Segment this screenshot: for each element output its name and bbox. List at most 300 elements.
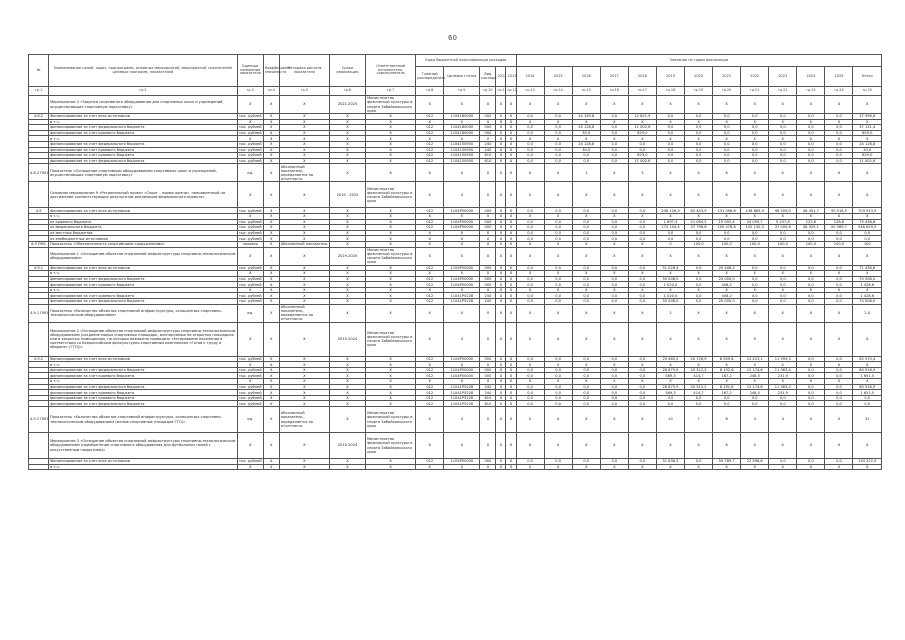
- cell-y1: X: [496, 158, 506, 164]
- cell-unit: тыс. рублей: [238, 114, 262, 119]
- cell-year-value: X: [656, 379, 684, 385]
- cell-target: X: [444, 241, 480, 247]
- cell-year-value: 0,0: [797, 356, 825, 362]
- cell-total: 100: [853, 241, 882, 247]
- column-number-cell: гр.1: [29, 87, 49, 96]
- cell-coef: X: [263, 276, 279, 282]
- cell-unit: X: [237, 182, 263, 208]
- cell-year-value: X: [516, 271, 544, 277]
- cell-year-value: X: [769, 182, 797, 208]
- cell-year-value: 0,0: [825, 147, 853, 153]
- cell-admin: 012: [416, 373, 444, 379]
- cell-year-value: X: [656, 213, 684, 219]
- cell-target: 11041P5228: [444, 395, 480, 401]
- cell-y1: X: [496, 276, 506, 282]
- cell-unit: тыс. рублей: [238, 159, 262, 164]
- cell-year-value: 10: [656, 407, 684, 433]
- cell-coef: X: [263, 407, 279, 433]
- cell-year-value: 589,3: [656, 390, 684, 396]
- cell-vr: X: [480, 362, 496, 368]
- cell-name: Мероприятие 2 «Оснащение объектов спортивной инфраструктуры спортивно-технологическим оборудованием (создание малых спортивных площадок, монтируемых на открытых площадках или в закрытых помещениях, на которых возможно проводить тестирование населения в соответствии со Всероссийским физкультурно-спортивным комплексом «Готов к труду и обороне» (ГТО))»: [49, 322, 238, 356]
- cell-term: X: [329, 164, 365, 182]
- cell-y2: X: [506, 164, 516, 182]
- column-number-cell: гр.23: [797, 87, 825, 96]
- cell-coef: X: [263, 265, 279, 271]
- cell-year-value: 0,0: [741, 395, 769, 401]
- cell-year-value: 20 408,2: [713, 265, 741, 271]
- column-number-cell: гр.24: [825, 87, 853, 96]
- cell-y2: X: [506, 373, 516, 379]
- cell-year-value: X: [769, 213, 797, 219]
- cell-year-value: X: [769, 247, 797, 265]
- cell-year-value: 1 697,3: [656, 219, 684, 225]
- cell-year-value: 0,0: [572, 225, 600, 231]
- cell-vr: 000: [480, 367, 496, 373]
- cell-coef: X: [263, 379, 279, 385]
- cell-resp: X: [366, 153, 416, 159]
- cell-year-value: 0,0: [516, 141, 544, 147]
- cell-year-value: 46 509,0: [769, 208, 797, 214]
- cell-year-value: 0,0: [825, 125, 853, 131]
- cell-year-value: X: [628, 407, 656, 433]
- cell-year-value: 0,0: [600, 158, 628, 164]
- cell-year-value: X: [516, 96, 544, 114]
- cell-year-value: 0,0: [656, 153, 684, 159]
- cell-year-value: X: [600, 379, 628, 385]
- cell-year-value: X: [685, 271, 713, 277]
- cell-year-value: 0,0: [544, 158, 572, 164]
- cell-total: 0,0: [853, 401, 882, 407]
- cell-year-value: X: [628, 362, 656, 368]
- header-total: Итого: [853, 67, 882, 87]
- cell-total: X: [853, 96, 882, 114]
- cell-method: X: [279, 433, 329, 459]
- cell-year-value: 167,2: [713, 390, 741, 396]
- cell-y2: X: [506, 362, 516, 368]
- cell-year-value: 0,0: [572, 395, 600, 401]
- cell-unit: тыс. рублей: [238, 131, 262, 136]
- cell-year-value: 0,0: [797, 384, 825, 390]
- cell-year-value: 231,9: [769, 390, 797, 396]
- cell-year-value: 0,0: [544, 395, 572, 401]
- cell-year-value: 0,0: [825, 114, 853, 120]
- column-number-cell: гр.19: [685, 87, 713, 96]
- cell-target: X: [444, 287, 480, 293]
- cell-year-value: X: [572, 379, 600, 385]
- cell-year-value: 0,0: [628, 276, 656, 282]
- cell-year-value: 0,0: [628, 373, 656, 379]
- cell-year-value: X: [685, 164, 713, 182]
- cell-year-value: 0,0: [797, 282, 825, 288]
- cell-y1: X: [496, 96, 506, 114]
- cell-year-value: 100 078,8: [713, 225, 741, 231]
- cell-year-value: 12 174,6: [741, 367, 769, 373]
- cell-coef: X: [263, 208, 279, 214]
- cell-method: X: [279, 136, 329, 142]
- cell-year-value: 0,0: [516, 125, 544, 131]
- cell-year-value: X: [769, 164, 797, 182]
- cell-y1: X: [496, 407, 506, 433]
- cell-year-value: 0,0: [741, 153, 769, 159]
- cell-target: 1104P50000: [444, 459, 480, 465]
- cell-term: X: [329, 407, 365, 433]
- cell-year-value: 408,2: [713, 282, 741, 288]
- cell-year-value: X: [741, 119, 769, 125]
- cell-coef: X: [263, 322, 279, 356]
- cell-total: X: [853, 213, 882, 219]
- cell-year-value: X: [600, 213, 628, 219]
- cell-y2: X: [506, 356, 516, 362]
- cell-coef: X: [263, 130, 279, 136]
- cell-vr: 610: [480, 153, 496, 159]
- cell-method: X: [279, 379, 329, 385]
- program-table: [28, 54, 882, 470]
- cell-year-value: X: [769, 304, 797, 322]
- cell-no: [29, 464, 49, 470]
- column-number-cell: гр.8: [416, 87, 444, 96]
- cell-y1: X: [496, 271, 506, 277]
- header-year: 2020: [685, 67, 713, 87]
- cell-method: X: [279, 384, 329, 390]
- cell-coef: X: [263, 356, 279, 362]
- cell-year-value: 0,0: [741, 114, 769, 120]
- cell-year-value: 9 237,8: [769, 219, 797, 225]
- cell-year-value: 0,0: [713, 125, 741, 131]
- cell-admin: X: [416, 119, 444, 125]
- cell-year-value: 0,0: [825, 395, 853, 401]
- header-year: 2015: [544, 67, 572, 87]
- cell-year-value: X: [516, 407, 544, 433]
- cell-year-value: X: [544, 182, 572, 208]
- cell-year-value: X: [628, 119, 656, 125]
- cell-year-value: 0,0: [769, 299, 797, 305]
- cell-year-value: X: [825, 322, 853, 356]
- cell-year-value: X: [572, 433, 600, 459]
- cell-no: 4.8.2 ПМ1: [29, 164, 49, 182]
- cell-year-value: 0,0: [572, 390, 600, 396]
- cell-year-value: 2: [656, 304, 684, 322]
- cell-year-value: 0,0: [769, 459, 797, 465]
- cell-admin: X: [416, 182, 444, 208]
- cell-unit: ед.: [237, 304, 263, 322]
- cell-vr: X: [480, 464, 496, 470]
- cell-y2: X: [506, 271, 516, 277]
- cell-vr: 240: [480, 293, 496, 299]
- cell-resp: X: [366, 130, 416, 136]
- column-number-cell: гр.17: [628, 87, 656, 96]
- cell-y1: X: [496, 164, 506, 182]
- cell-vr: 610: [480, 401, 496, 407]
- cell-year-value: X: [516, 433, 544, 459]
- cell-unit: тыс. рублей: [238, 293, 262, 298]
- cell-target: 1104180000: [444, 114, 480, 120]
- cell-year-value: 589,3: [656, 373, 684, 379]
- cell-y1: X: [496, 293, 506, 299]
- cell-vr: X: [480, 164, 496, 182]
- cell-resp: X: [366, 362, 416, 368]
- cell-year-value: 11 363,4: [769, 384, 797, 390]
- cell-term: X: [329, 265, 365, 271]
- cell-year-value: X: [713, 182, 741, 208]
- cell-year-value: X: [516, 182, 544, 208]
- cell-year-value: X: [544, 164, 572, 182]
- column-number-cell: гр.25: [853, 87, 882, 96]
- cell-term: 2021-2025: [329, 96, 365, 114]
- cell-year-value: X: [600, 164, 628, 182]
- cell-total: X: [853, 164, 882, 182]
- cell-total: 80 918,9: [853, 384, 882, 390]
- cell-term: X: [329, 119, 365, 125]
- cell-y2: X: [506, 136, 516, 142]
- cell-year-value: 0,0: [797, 130, 825, 136]
- cell-year-value: 0,0: [713, 147, 741, 153]
- cell-year-value: X: [572, 362, 600, 368]
- cell-year-value: X: [685, 362, 713, 368]
- cell-unit: X: [237, 213, 263, 219]
- cell-year-value: X: [825, 247, 853, 265]
- cell-year-value: X: [600, 322, 628, 356]
- cell-y2: X: [506, 322, 516, 356]
- header-year: 2022: [741, 67, 769, 87]
- cell-year-value: 0,0: [797, 299, 825, 305]
- cell-year-value: X: [516, 362, 544, 368]
- cell-y2: X: [506, 230, 516, 236]
- cell-term: X: [329, 225, 365, 231]
- cell-vr: 610: [480, 395, 496, 401]
- cell-term: X: [329, 356, 365, 362]
- cell-year-value: 1 020,4: [656, 293, 684, 299]
- cell-year-value: 0,0: [685, 276, 713, 282]
- cell-year-value: X: [544, 96, 572, 114]
- cell-method: X: [279, 230, 329, 236]
- cell-year-value: 100,0: [797, 241, 825, 247]
- cell-year-value: 0,0: [572, 158, 600, 164]
- cell-admin: 012: [416, 401, 444, 407]
- cell-total: 548 829,5: [853, 225, 882, 231]
- column-number-cell: гр.9: [444, 87, 480, 96]
- cell-year-value: X: [685, 322, 713, 356]
- cell-year-value: 50 389,7: [825, 225, 853, 231]
- cell-year-value: 0,0: [516, 276, 544, 282]
- cell-year-value: X: [544, 119, 572, 125]
- cell-year-value: 12 423,1: [741, 356, 769, 362]
- cell-method: X: [279, 395, 329, 401]
- cell-year-value: X: [628, 247, 656, 265]
- cell-year-value: 0,0: [572, 236, 600, 242]
- cell-year-value: 0,0: [825, 299, 853, 305]
- cell-coef: X: [263, 282, 279, 288]
- cell-year-value: X: [741, 213, 769, 219]
- cell-year-value: 0,0: [656, 158, 684, 164]
- cell-total: 24 128,8: [853, 141, 882, 147]
- cell-target: 11041P5228: [444, 293, 480, 299]
- cell-unit: тыс. рублей: [238, 219, 262, 224]
- table-row: [29, 247, 882, 265]
- cell-year-value: 0,0: [769, 230, 797, 236]
- header-term: Сроки реализации: [329, 55, 365, 87]
- cell-year-value: 0,0: [656, 114, 684, 120]
- table-row: [29, 433, 882, 459]
- cell-no: 4.8.2: [29, 114, 49, 120]
- cell-vr: 000: [480, 356, 496, 362]
- cell-year-value: 0,0: [600, 130, 628, 136]
- cell-resp: Министерство физической культуры и спорта Забайкальского края: [366, 247, 416, 265]
- cell-year-value: 0,0: [544, 459, 572, 465]
- cell-year-value: X: [544, 379, 572, 385]
- cell-year-value: 0,0: [516, 356, 544, 362]
- cell-vr: X: [480, 96, 496, 114]
- cell-year-value: X: [685, 96, 713, 114]
- cell-total: 0,0: [853, 395, 882, 401]
- column-number-cell: гр.3: [237, 87, 263, 96]
- cell-target: 1104150950: [444, 153, 480, 159]
- cell-year-value: 22 596,6: [741, 459, 769, 465]
- cell-y1: X: [496, 265, 506, 271]
- cell-target: 11041P5228: [444, 299, 480, 305]
- cell-year-value: 0,0: [572, 276, 600, 282]
- cell-year-value: X: [797, 287, 825, 293]
- cell-term: X: [329, 373, 365, 379]
- cell-year-value: X: [825, 304, 853, 322]
- cell-unit: тыс. рублей: [238, 282, 262, 287]
- cell-unit: X: [237, 322, 263, 356]
- cell-total: 70 008,0: [853, 276, 882, 282]
- cell-year-value: 0,0: [713, 141, 741, 147]
- cell-year-value: X: [741, 322, 769, 356]
- cell-year-value: 0,0: [600, 367, 628, 373]
- cell-year-value: X: [797, 271, 825, 277]
- cell-year-value: X: [628, 379, 656, 385]
- cell-resp: X: [366, 125, 416, 131]
- cell-unit: тыс. рублей: [238, 368, 262, 373]
- cell-target: 1104P50000: [444, 265, 480, 271]
- cell-year-value: X: [825, 213, 853, 219]
- cell-year-value: 0,0: [516, 373, 544, 379]
- cell-year-value: 136 865,9: [741, 208, 769, 214]
- column-number-cell: гр.5: [279, 87, 329, 96]
- cell-year-value: 0,0: [544, 114, 572, 120]
- cell-resp: X: [366, 164, 416, 182]
- cell-name: финансирование за счет федерального бюджета: [49, 158, 238, 164]
- cell-vr: 000: [480, 125, 496, 131]
- cell-year-value: 131 098,6: [713, 208, 741, 214]
- cell-unit: тыс. рублей: [238, 390, 262, 395]
- cell-no: 4.9.1: [29, 265, 49, 271]
- cell-name: финансирование за счет федерального бюджета: [49, 276, 238, 282]
- cell-y1: X: [496, 299, 506, 305]
- cell-y2: X: [506, 114, 516, 120]
- cell-year-value: X: [797, 407, 825, 433]
- column-number-cell: гр.12: [506, 87, 516, 96]
- cell-admin: X: [416, 304, 444, 322]
- cell-unit: X: [237, 136, 263, 142]
- cell-y1: X: [496, 322, 506, 356]
- cell-year-value: 0,0: [713, 130, 741, 136]
- cell-year-value: X: [544, 464, 572, 470]
- cell-year-value: 0,0: [544, 153, 572, 159]
- cell-coef: X: [263, 236, 279, 242]
- cell-target: 1104P50000: [444, 219, 480, 225]
- cell-target: X: [444, 164, 480, 182]
- cell-admin: X: [416, 407, 444, 433]
- cell-no: 4.9: [29, 208, 49, 214]
- cell-year-value: 414,7: [685, 390, 713, 396]
- cell-year-value: 0,0: [769, 276, 797, 282]
- cell-y1: X: [496, 367, 506, 373]
- cell-coef: X: [263, 230, 279, 236]
- cell-unit: X: [237, 96, 263, 114]
- cell-y1: X: [496, 379, 506, 385]
- cell-year-value: 0,0: [741, 230, 769, 236]
- cell-year-value: X: [656, 433, 684, 459]
- cell-no: 4.9.1 ПМ1: [29, 304, 49, 322]
- cell-resp: Министерство физической культуры и спорта Забайкальского края: [366, 182, 416, 208]
- cell-y1: X: [496, 287, 506, 293]
- cell-name: Финансирование за счет всех источников: [49, 459, 238, 465]
- cell-year-value: X: [656, 119, 684, 125]
- cell-y1: X: [496, 304, 506, 322]
- cell-year-value: 0,0: [516, 367, 544, 373]
- cell-year-value: 0,0: [741, 141, 769, 147]
- cell-year-value: 0,0: [656, 230, 684, 236]
- table-row: [29, 182, 882, 208]
- cell-y2: X: [506, 265, 516, 271]
- cell-method: X: [279, 96, 329, 114]
- cell-vr: X: [480, 230, 496, 236]
- cell-vr: X: [480, 241, 496, 247]
- cell-y2: X: [506, 299, 516, 305]
- cell-year-value: X: [685, 119, 713, 125]
- cell-method: X: [279, 293, 329, 299]
- cell-year-value: 0,0: [628, 459, 656, 465]
- cell-method: X: [279, 459, 329, 465]
- header-unit: Единица измерения показателя: [237, 55, 263, 87]
- cell-unit: X: [237, 433, 263, 459]
- cell-y1: X: [496, 114, 506, 120]
- cell-y2: X: [506, 287, 516, 293]
- cell-year-value: X: [572, 96, 600, 114]
- cell-year-value: 122,6: [797, 219, 825, 225]
- cell-vr: 000: [480, 282, 496, 288]
- cell-name: финансирование за счет краевого бюджета: [49, 293, 238, 299]
- cell-year-value: 28 875,9: [656, 367, 684, 373]
- cell-vr: 240: [480, 299, 496, 305]
- cell-year-value: 0,0: [797, 125, 825, 131]
- cell-year-value: X: [825, 433, 853, 459]
- cell-coef: X: [263, 147, 279, 153]
- cell-y2: X: [506, 247, 516, 265]
- cell-year-value: X: [572, 213, 600, 219]
- cell-year-value: 0,0: [825, 276, 853, 282]
- cell-year-value: 30,0: [572, 147, 600, 153]
- cell-year-value: X: [516, 464, 544, 470]
- cell-year-value: 0,0: [769, 293, 797, 299]
- cell-coef: X: [263, 304, 279, 322]
- cell-unit: X: [237, 287, 263, 293]
- cell-year-value: 0,0: [628, 293, 656, 299]
- cell-year-value: X: [825, 119, 853, 125]
- cell-name: в т.ч.: [49, 287, 238, 293]
- cell-year-value: X: [741, 247, 769, 265]
- cell-term: X: [329, 395, 365, 401]
- cell-coef: X: [263, 433, 279, 459]
- cell-year-value: 0,0: [516, 401, 544, 407]
- cell-year-value: 0,0: [572, 230, 600, 236]
- cell-target: X: [444, 136, 480, 142]
- cell-year-value: 11 363,4: [769, 367, 797, 373]
- cell-year-value: 0,0: [600, 356, 628, 362]
- cell-year-value: 0,0: [769, 153, 797, 159]
